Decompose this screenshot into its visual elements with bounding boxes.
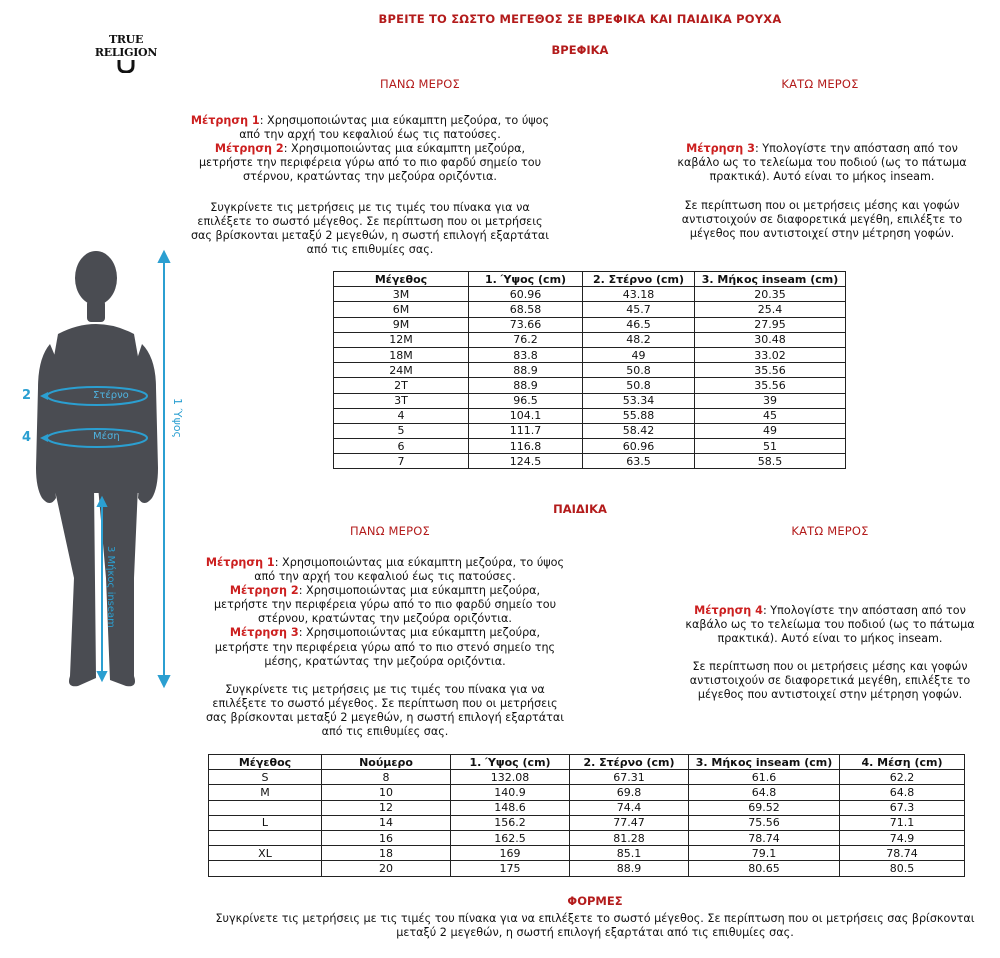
baby-size-table	[333, 271, 846, 469]
table-row	[334, 302, 846, 317]
table-cell: M	[209, 785, 322, 800]
table-cell: 88.9	[469, 378, 583, 393]
kids-compare-text: Συγκρίνετε τις μετρήσεις με τις τιμές του πίνακα για να επιλέξετε το σωστό μέγεθος. Σε περίπτωση που οι μετρήσεις σας βρίσκονται μεταξύ 2 μεγεθών, η σωστή επιλογή εξαρτάται από τις επιθυμίες σας.	[205, 683, 565, 739]
table-cell: 116.8	[469, 439, 583, 454]
table-cell: 162.5	[451, 830, 570, 845]
table-cell: 64.8	[840, 785, 965, 800]
table-cell: 6	[334, 439, 469, 454]
table-cell: 35.56	[695, 378, 846, 393]
table-cell: XL	[209, 846, 322, 861]
table-cell: 2T	[334, 378, 469, 393]
waist-number-label: 4	[22, 430, 32, 445]
table-cell: 25.4	[695, 302, 846, 317]
table-cell: 62.2	[840, 770, 965, 785]
kids-m3-text: : Χρησιμοποιώντας μια εύκαμπτη μεζούρα, μετρήστε την περιφέρεια γύρω από το πιο στενό σημείο της μέσης, κρατώντας την μεζούρα οριζόντια.	[214, 626, 556, 668]
formes-heading: ΦΟΡΜΕΣ	[567, 894, 623, 908]
table-cell: 45.7	[583, 302, 695, 317]
table-row	[334, 393, 846, 408]
table-header-row	[209, 755, 965, 770]
formes-text: Συγκρίνετε τις μετρήσεις με τις τιμές του πίνακα για να επιλέξετε το σωστό μέγεθος. Σε περίπτωση που οι μετρήσεις σας βρίσκονται μεταξύ 2 μεγεθών, η σωστή επιλογή εξαρτάται από τις επιθυμίες σας.	[215, 912, 975, 940]
table-cell: 80.5	[840, 861, 965, 876]
page-title: ΒΡΕΙΤΕ ΤΟ ΣΩΣΤΟ ΜΕΓΕΘΟΣ ΣΕ ΒΡΕΦΙΚΑ ΚΑΙ ΠΑΙΔΙΚΑ ΡΟΥΧΑ	[378, 12, 782, 26]
table-cell: 30.48	[695, 332, 846, 347]
table-cell: 51	[695, 439, 846, 454]
table-row	[209, 800, 965, 815]
table-cell: 12	[322, 800, 451, 815]
kids-hips-text: Σε περίπτωση που οι μετρήσεις μέσης και γοφών αντιστοιχούν σε διαφορετικά μεγέθη, επιλέξτε το μέγεθος που αντιστοιχεί στην μέτρηση γοφών.	[689, 660, 971, 702]
baby-bottom-heading: ΚΑΤΩ ΜΕΡΟΣ	[781, 77, 859, 91]
brand-logo	[88, 33, 164, 73]
table-cell: 20.35	[695, 287, 846, 302]
baby-m1-text: : Χρησιμοποιώντας μια εύκαμπτη μεζούρα, το ύψος από την αρχή του κεφαλιού έως τις πατούσες.	[239, 114, 550, 142]
table-cell: 6M	[334, 302, 469, 317]
table-cell: 58.5	[695, 454, 846, 469]
table-cell: 76.2	[469, 332, 583, 347]
baby-m1-label: Μέτρηση 1	[190, 114, 260, 127]
table-cell: 69.52	[689, 800, 840, 815]
table-row	[209, 785, 965, 800]
table-cell: 175	[451, 861, 570, 876]
table-cell: 169	[451, 846, 570, 861]
baby-m3-label: Μέτρηση 3	[686, 142, 755, 155]
table-row	[334, 408, 846, 423]
kids-measurement-top	[205, 556, 565, 669]
table-row	[209, 830, 965, 845]
height-label: 1 Ύψος	[171, 398, 184, 439]
table-cell: 67.3	[840, 800, 965, 815]
column-header: 3. Μήκος inseam (cm)	[695, 272, 846, 287]
table-row	[334, 378, 846, 393]
column-header: Μέγεθος	[209, 755, 322, 770]
column-header: 1. Ύψος (cm)	[451, 755, 570, 770]
column-header: 2. Στέρνο (cm)	[570, 755, 689, 770]
column-header: 1. Ύψος (cm)	[469, 272, 583, 287]
table-cell: 73.66	[469, 317, 583, 332]
table-cell: 53.34	[583, 393, 695, 408]
table-cell: 81.28	[570, 830, 689, 845]
kids-measurement-bottom	[680, 604, 980, 646]
table-cell: 49	[695, 423, 846, 438]
kids-m1-label: Μέτρηση 1	[205, 556, 275, 569]
table-cell: 16	[322, 830, 451, 845]
table-cell: 33.02	[695, 347, 846, 362]
kids-bottom-heading: ΚΑΤΩ ΜΕΡΟΣ	[791, 524, 869, 538]
height-arrow	[159, 252, 169, 686]
table-cell: 58.42	[583, 423, 695, 438]
kids-size-table	[208, 754, 965, 877]
kids-top-heading: ΠΑΝΩ ΜΕΡΟΣ	[349, 524, 430, 538]
chest-number-label: 2	[22, 388, 32, 403]
table-cell: 61.6	[689, 770, 840, 785]
table-cell: 18M	[334, 347, 469, 362]
table-cell: 88.9	[469, 363, 583, 378]
baby-compare-text: Συγκρίνετε τις μετρήσεις με τις τιμές του πίνακα για να επιλέξετε το σωστό μέγεθος. Σε περίπτωση που οι μετρήσεις σας βρίσκονται μεταξύ 2 μεγεθών, η σωστή επιλογή εξαρτάται από τις επιθυμίες σας.	[190, 201, 550, 257]
table-cell: 78.74	[840, 846, 965, 861]
baby-m2-text: : Χρησιμοποιώντας μια εύκαμπτη μεζούρα, μετρήστε την περιφέρεια γύρω από το πιο φαρδύ σημείο του στέρνου, κρατώντας την μεζούρα οριζόντια.	[198, 142, 542, 184]
table-header-row	[334, 272, 846, 287]
table-cell: 7	[334, 454, 469, 469]
column-header: 4. Μέση (cm)	[840, 755, 965, 770]
table-cell: 79.1	[689, 846, 840, 861]
table-row	[334, 332, 846, 347]
column-header: 2. Στέρνο (cm)	[583, 272, 695, 287]
baby-heading: ΒΡΕΦΙΚΑ	[551, 43, 609, 57]
table-cell	[209, 861, 322, 876]
table-cell: 3M	[334, 287, 469, 302]
table-cell: 48.2	[583, 332, 695, 347]
body-measurement-figure	[10, 248, 190, 693]
table-cell: 55.88	[583, 408, 695, 423]
chest-label: Στέρνο	[93, 390, 129, 401]
table-row	[334, 287, 846, 302]
kids-m2-text: : Χρησιμοποιώντας μια εύκαμπτη μεζούρα, μετρήστε την περιφέρεια γύρω από το πιο φαρδύ σημείο του στέρνου, κρατώντας την μεζούρα οριζόντια.	[213, 584, 557, 626]
column-header: 3. Μήκος inseam (cm)	[689, 755, 840, 770]
table-cell: 43.18	[583, 287, 695, 302]
kids-m1-text: : Χρησιμοποιώντας μια εύκαμπτη μεζούρα, το ύψος από την αρχή του κεφαλιού έως τις πατούσες.	[254, 556, 565, 584]
kids-m3-label: Μέτρηση 3	[229, 626, 299, 640]
table-cell: 88.9	[570, 861, 689, 876]
table-row	[209, 861, 965, 876]
table-cell: 80.65	[689, 861, 840, 876]
baby-measurement-bottom	[672, 142, 972, 184]
table-cell: 124.5	[469, 454, 583, 469]
table-cell	[209, 830, 322, 845]
table-cell: 104.1	[469, 408, 583, 423]
baby-m3-text: : Υπολογίστε την απόσταση από τον καβάλο ως το τελείωμα του ποδιού (ως το πάτωμα πρακτικά). Αυτό είναι το μήκος inseam.	[677, 142, 967, 184]
table-cell: 8	[322, 770, 451, 785]
table-row	[209, 815, 965, 830]
table-cell: 9M	[334, 317, 469, 332]
table-cell: 5	[334, 423, 469, 438]
table-cell: 12M	[334, 332, 469, 347]
inseam-label: 3 Μήκος inseam	[105, 546, 116, 628]
table-cell: 35.56	[695, 363, 846, 378]
table-cell: 71.1	[840, 815, 965, 830]
table-cell	[209, 800, 322, 815]
table-cell: 10	[322, 785, 451, 800]
column-header: Μέγεθος	[334, 272, 469, 287]
table-cell: 96.5	[469, 393, 583, 408]
table-cell: 49	[583, 347, 695, 362]
table-cell: 60.96	[469, 287, 583, 302]
waist-label: Μέση	[93, 431, 120, 442]
kids-m4-text: : Υπολογίστε την απόσταση από τον καβάλο ως το τελείωμα του ποδιού (ως το πάτωμα πρακτικά). Αυτό είναι το μήκος inseam.	[685, 604, 975, 646]
table-row	[334, 317, 846, 332]
table-cell: 83.8	[469, 347, 583, 362]
table-cell: 27.95	[695, 317, 846, 332]
table-cell: 3T	[334, 393, 469, 408]
table-cell: 74.4	[570, 800, 689, 815]
table-cell: 78.74	[689, 830, 840, 845]
table-cell: 63.5	[583, 454, 695, 469]
baby-hips-text: Σε περίπτωση που οι μετρήσεις μέσης και γοφών αντιστοιχούν σε διαφορετικά μεγέθη, επιλέξτε το μέγεθος που αντιστοιχεί στην μέτρηση γοφών.	[681, 199, 963, 241]
table-cell: 64.8	[689, 785, 840, 800]
table-cell: 39	[695, 393, 846, 408]
table-cell: 140.9	[451, 785, 570, 800]
baby-m2-label: Μέτρηση 2	[214, 142, 284, 156]
child-silhouette	[36, 251, 158, 686]
table-cell: 68.58	[469, 302, 583, 317]
column-header: Νούμερο	[322, 755, 451, 770]
table-row	[334, 363, 846, 378]
table-row	[334, 347, 846, 362]
table-cell: 111.7	[469, 423, 583, 438]
table-cell: 67.31	[570, 770, 689, 785]
brand-name: TRUE RELIGION	[94, 33, 158, 59]
table-row	[209, 846, 965, 861]
table-row	[334, 439, 846, 454]
table-cell: 45	[695, 408, 846, 423]
table-cell: 60.96	[583, 439, 695, 454]
baby-measurement-top	[190, 114, 550, 184]
table-cell: L	[209, 815, 322, 830]
table-cell: 69.8	[570, 785, 689, 800]
table-cell: 148.6	[451, 800, 570, 815]
kids-m2-label: Μέτρηση 2	[229, 584, 299, 598]
horseshoe-icon	[116, 59, 136, 73]
table-cell: 20	[322, 861, 451, 876]
table-cell: 14	[322, 815, 451, 830]
table-row	[334, 454, 846, 469]
table-cell: 50.8	[583, 378, 695, 393]
table-cell: 132.08	[451, 770, 570, 785]
table-cell: 24M	[334, 363, 469, 378]
kids-m4-label: Μέτρηση 4	[694, 604, 763, 617]
table-row	[209, 770, 965, 785]
table-cell: 75.56	[689, 815, 840, 830]
table-cell: 18	[322, 846, 451, 861]
baby-top-heading: ΠΑΝΩ ΜΕΡΟΣ	[379, 77, 460, 91]
table-cell: 46.5	[583, 317, 695, 332]
table-cell: 50.8	[583, 363, 695, 378]
table-cell: 77.47	[570, 815, 689, 830]
table-cell: S	[209, 770, 322, 785]
kids-heading: ΠΑΙΔΙΚΑ	[553, 502, 607, 516]
table-cell: 85.1	[570, 846, 689, 861]
table-cell: 156.2	[451, 815, 570, 830]
table-cell: 74.9	[840, 830, 965, 845]
table-cell: 4	[334, 408, 469, 423]
table-row	[334, 423, 846, 438]
